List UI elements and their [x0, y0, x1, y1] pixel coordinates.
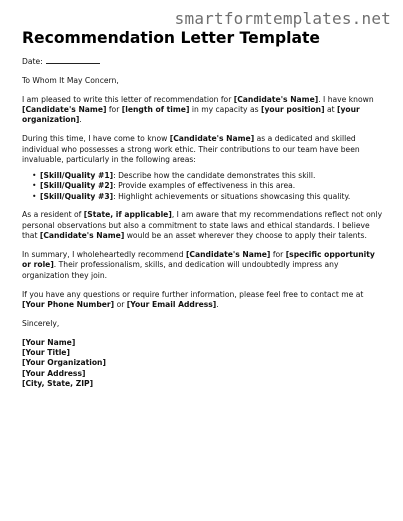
bullet-icon: •	[32, 170, 37, 180]
during-text: During this time, I have come to know	[22, 134, 170, 144]
skill-description: : Provide examples of effectiveness in this area.	[113, 181, 296, 191]
letter-body	[22, 56, 384, 390]
date-line	[22, 56, 384, 67]
site-watermark: smartformtemplates.net	[174, 9, 391, 28]
contact-paragraph	[22, 290, 384, 311]
page-title: Recommendation Letter Template	[22, 29, 321, 47]
signature-name: [Your Name]	[22, 337, 76, 347]
skill-description: : Highlight achievements or situations showcasing this quality.	[113, 191, 351, 201]
resident-paragraph	[22, 210, 384, 241]
intro-paragraph	[22, 95, 384, 126]
resident-text: , I am aware that my recommendations reflect not only personal observations but also a commitment to state laws and ethical standards. I believe that	[22, 210, 383, 241]
list-item	[32, 170, 384, 181]
summary-text: In summary, I wholeheartedly recommend	[22, 250, 186, 260]
opportunity-placeholder: [specific opportunity or role]	[22, 250, 375, 270]
candidate-name-placeholder: [Candidate's Name]	[22, 105, 107, 114]
bullet-icon: •	[32, 191, 37, 201]
candidate-name-placeholder: [Candidate's Name]	[169, 134, 255, 144]
contact-text: If you have any questions or require further information, please feel free to contact me at	[22, 289, 364, 299]
summary-paragraph	[22, 250, 384, 281]
signature-city-state-zip: [City, State, ZIP]	[22, 379, 94, 389]
candidate-name-placeholder: [Candidate's Name]	[233, 94, 319, 104]
signature-address: [Your Address]	[22, 368, 86, 378]
candidate-name-placeholder: [Candidate's Name]	[39, 231, 125, 241]
list-item	[32, 181, 384, 191]
candidate-name-placeholder: [Candidate's Name]	[185, 250, 271, 260]
length-of-time-placeholder: [length of time]	[121, 105, 190, 114]
skill-placeholder: [Skill/Quality #2]	[40, 181, 114, 191]
summary-text: . Their professionalism, skills, and dedication will undoubtedly impress any organization they join.	[22, 260, 339, 280]
qualities-list	[22, 171, 384, 202]
during-paragraph	[22, 134, 384, 165]
email-placeholder: [Your Email Address]	[126, 300, 217, 310]
intro-text: . I have known	[318, 94, 374, 104]
signature-block	[22, 338, 384, 390]
list-item	[32, 191, 384, 202]
date-blank-line	[46, 56, 100, 64]
intro-text: for	[106, 105, 122, 114]
date-label: Date:	[22, 57, 43, 66]
intro-text: I am pleased to write this letter of recommendation for	[22, 94, 234, 104]
closing: Sincerely,	[22, 318, 60, 328]
signature-title: [Your Title]	[22, 348, 70, 358]
salutation: To Whom It May Concern,	[22, 75, 119, 85]
contact-text: or	[114, 300, 127, 310]
letter-document	[22, 28, 384, 390]
intro-text: at	[324, 105, 338, 114]
resident-text: would be an asset wherever they choose to apply their talents.	[124, 231, 367, 241]
your-organization-placeholder: [your organization]	[22, 105, 360, 125]
summary-text: for	[270, 250, 286, 260]
resident-text: As a resident of	[22, 210, 84, 220]
state-placeholder: [State, if applicable]	[83, 210, 172, 220]
contact-text: .	[216, 300, 219, 310]
intro-text: in my capacity as	[189, 105, 261, 114]
your-position-placeholder: [your position]	[261, 105, 325, 114]
skill-placeholder: [Skill/Quality #3]	[40, 191, 114, 201]
skill-placeholder: [Skill/Quality #1]	[40, 170, 114, 180]
bullet-icon: •	[32, 181, 37, 191]
intro-text: .	[79, 115, 82, 125]
during-text: as a dedicated and skilled individual who possesses a strong work ethic. Their contributions to our team have been invaluable, particularly in the following areas:	[22, 134, 360, 165]
signature-organization: [Your Organization]	[22, 358, 106, 368]
phone-placeholder: [Your Phone Number]	[22, 300, 115, 310]
skill-description: : Describe how the candidate demonstrates this skill.	[113, 170, 316, 180]
